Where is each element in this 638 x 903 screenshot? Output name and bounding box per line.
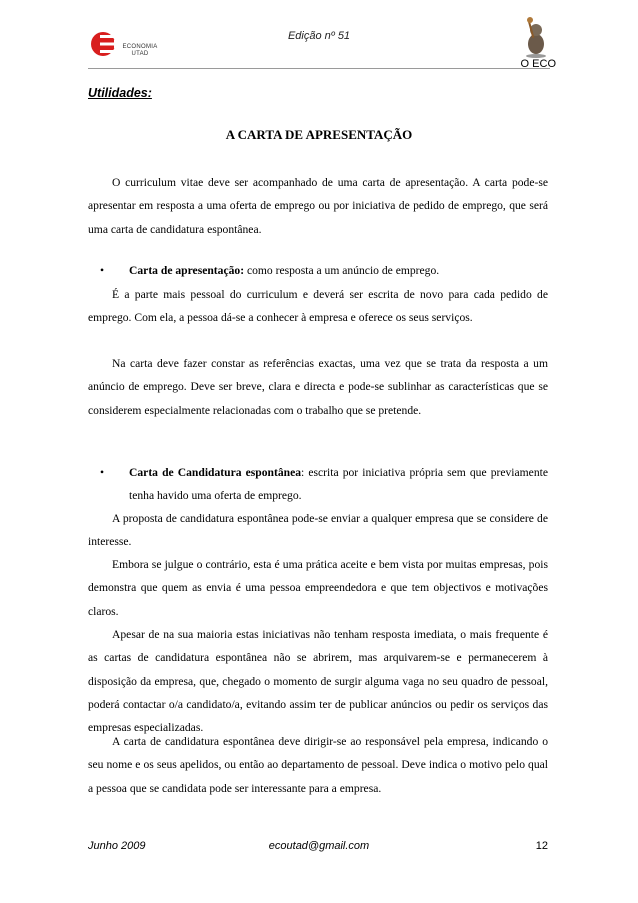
o-eco-mascot-icon (516, 14, 556, 62)
logo-line-2: UTAD (131, 51, 149, 57)
page-title: A CARTA DE APRESENTAÇÃO (225, 127, 413, 142)
bullet-carta-apresentacao (100, 259, 548, 282)
header-divider (88, 68, 550, 69)
paragraph-b2-3: Apesar de na sua maioria estas iniciativas não tenham resposta imediata, o mais frequente é as cartas de candidatura espontânea não se abrirem, mas arquivarem-se e permanecerem à disposição da empresa, que, chegado o momento de surgir alguma vaga no seu quadro de pessoal, poderá contactar o/a candidato/a, evitando assim ter de publicar anúncios ou pedir os serviços das empresas especializadas. (88, 628, 548, 735)
edition-number: Edição nº 51 (287, 30, 351, 42)
bullet-2-bold: Carta de Candidatura espontânea (129, 466, 302, 479)
logo-line-1: ECONOMIA (122, 44, 158, 50)
bullet-icon: • (100, 264, 105, 277)
footer-email: ecoutad@gmail.com (268, 840, 370, 852)
paragraph-b1-1: É a parte mais pessoal do curriculum e deverá ser escrita de novo para cada pedido de emprego. Com ela, a pessoa dá-se a conhecer à empresa e oferece os seus serviços. (88, 288, 548, 325)
bullet-1-text: como resposta a um anúncio de emprego. (244, 264, 440, 277)
paragraph-b1-2: Na carta deve fazer constar as referências exactas, uma vez que se trata da resposta a um anúncio de emprego. Deve ser breve, clara e directa e pode-se sublinhar as características que se considerem especialmente relacionadas com o trabalho que se pretende. (88, 357, 548, 417)
page-number: 12 (535, 840, 548, 852)
paragraph-b2-4: A carta de candidatura espontânea deve dirigir-se ao responsável pela empresa, indicando o seu nome e os seus apelidos, ou então ao departamento de pessoal. Deve indica o motivo pelo qual a pessoa que se candidata pode ser interessante para a empresa. (88, 735, 548, 795)
paragraph-b2-1: A proposta de candidatura espontânea pode-se enviar a qualquer empresa que se considere de interesse. (88, 512, 548, 549)
bullet-1-bold: Carta de apresentação: (129, 264, 245, 277)
section-label: Utilidades: (88, 86, 152, 100)
bullet-candidatura-espontanea (100, 461, 548, 508)
intro-paragraph: O curriculum vitae deve ser acompanhado de uma carta de apresentação. A carta pode-se apresentar em resposta a uma oferta de emprego ou por iniciativa de pedido de emprego, que será uma carta de candidatura espontânea. (88, 176, 548, 236)
o-eco-label: O ECO (520, 58, 556, 70)
bullet-2-text: : escrita por iniciativa própria sem que previamente tenha havido uma oferta de emprego. (129, 466, 548, 503)
paragraph-b2-2: Embora se julgue o contrário, esta é uma prática aceite e bem vista por muitas empresas, pois demonstra que quem as envia é uma pessoa empreendedora e que tem objectivos e motivações claros. (88, 558, 548, 618)
logo-text (118, 44, 162, 58)
bullet-icon: • (100, 466, 105, 479)
footer-date: Junho 2009 (88, 840, 146, 852)
